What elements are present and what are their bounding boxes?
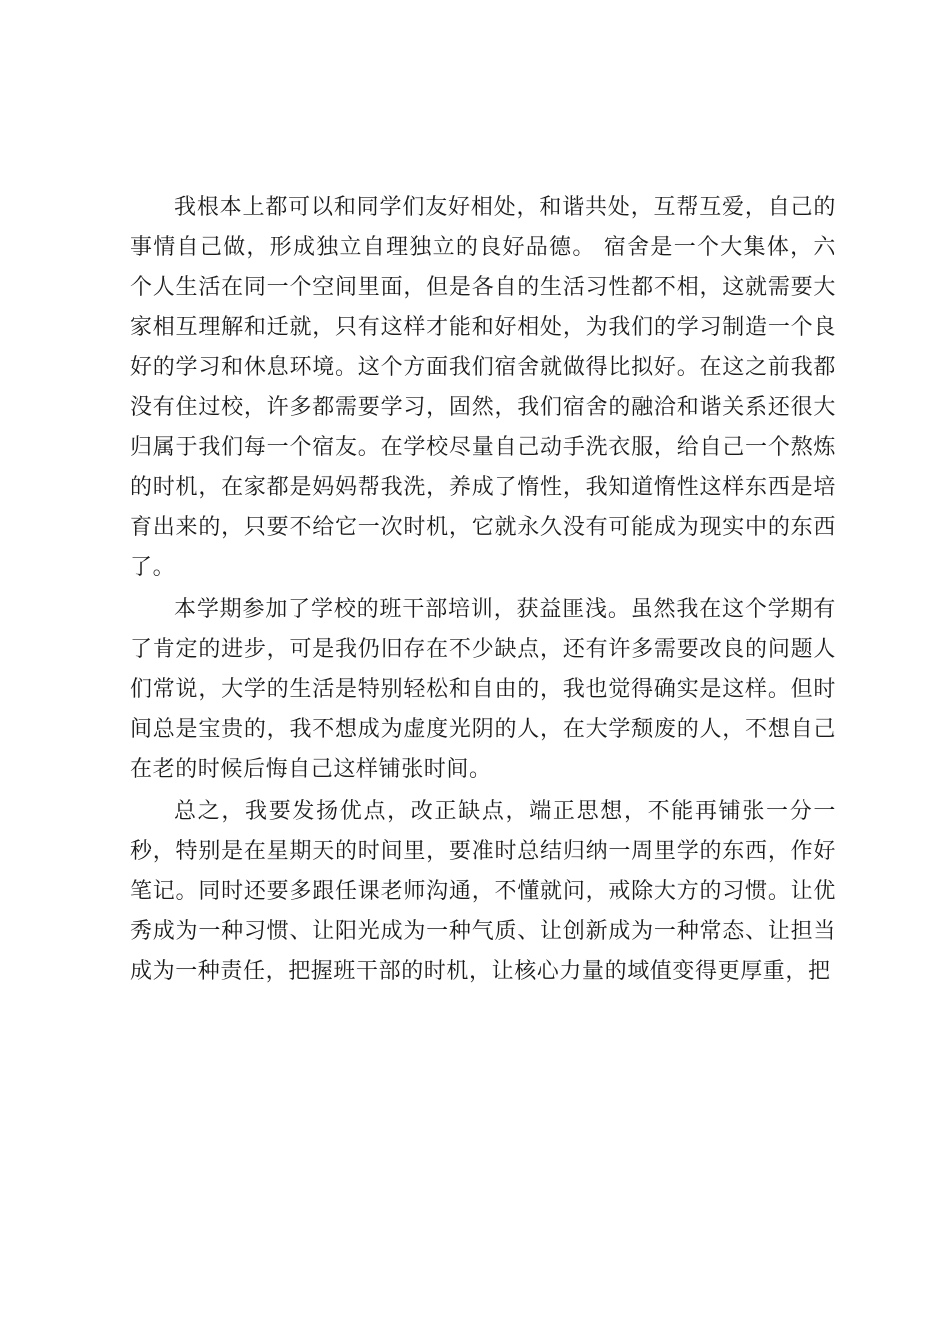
paragraph-class-cadre-training: 本学期参加了学校的班干部培训，获益匪浅。虽然我在这个学期有了肯定的进步，可是我仍旧存在不少缺点，还有许多需要改良的问题人们常说，大学的生活是特别轻松和自由的，我也觉得确实是这样。但时间总是宝贵的，我不想成为虚度光阴的人，在大学颓废的人，不想自己在老的时候后悔自己这样铺张时间。 [130, 597, 836, 782]
paragraph-dormitory-life: 我根本上都可以和同学们友好相处，和谐共处，互帮互爱，自己的事情自己做，形成独立自理独立的良好品德。 宿舍是一个大集体，六个人生活在同一个空间里面，但是各自的生活习性都不相，这就需要大家相互理解和迁就，只有这样才能和好相处，为我们的学习制造一个良好的学习和休息环境。这个方面我们宿舍就做得比拟好。在这之前我都没有住过校，许多都需要学习，固然，我们宿舍的融洽和谐关系还很大归属于我们每一个宿友。在学校尽量自己动手洗衣服，给自己一个熬炼的时机，在家都是妈妈帮我洗，养成了惰性，我知道惰性这样东西是培育出来的，只要不给它一次时机，它就永久没有可能成为现实中的东西了。 [130, 195, 836, 580]
paragraph-conclusion: 总之，我要发扬优点，改正缺点，端正思想，不能再铺张一分一秒，特别是在星期天的时间里，要准时总结归纳一周里学的东西，作好笔记。同时还要多跟任课老师沟通，不懂就问，戒除大方的习惯。让优秀成为一种习惯、让阳光成为一种气质、让创新成为一种常态、让担当成为一种责任，把握班干部的时机，让核心力量的域值变得更厚重，把 [130, 799, 836, 984]
document-body [130, 188, 836, 992]
